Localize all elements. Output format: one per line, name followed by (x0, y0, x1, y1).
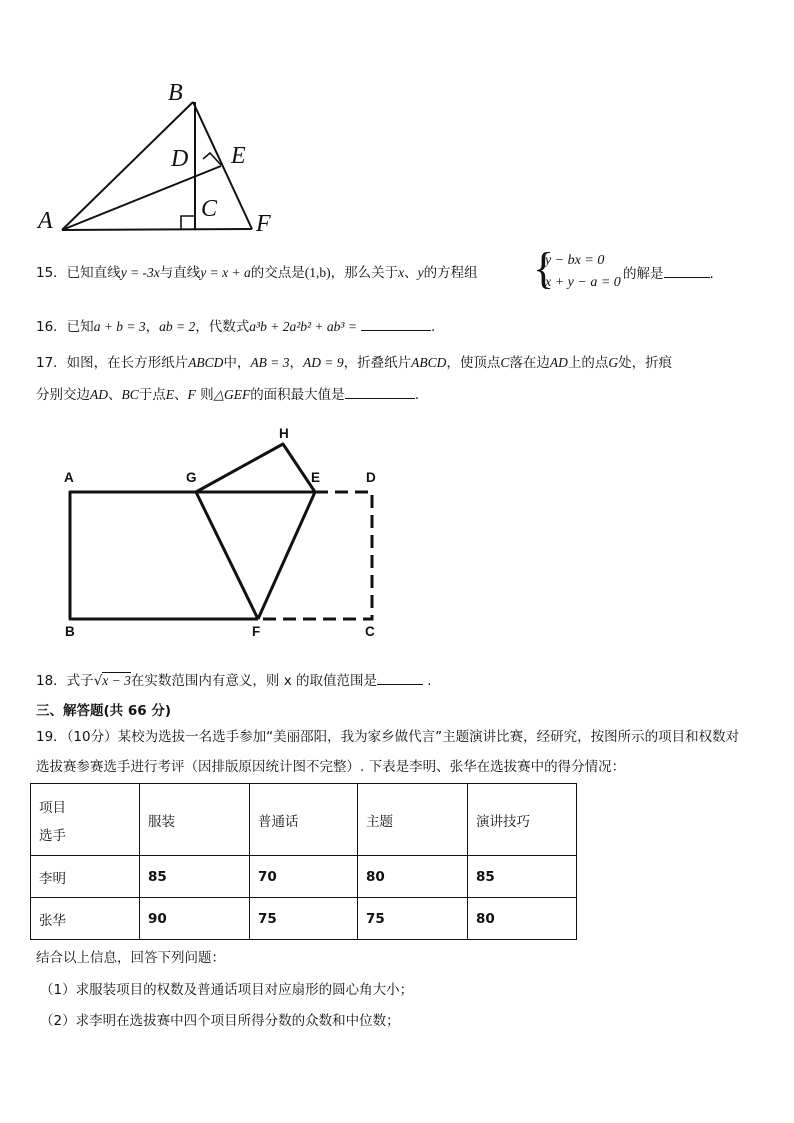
q18-text: . (427, 673, 432, 689)
q16-cond2: ab = 2 (159, 319, 196, 334)
column-header: 演讲技巧 (468, 784, 577, 856)
header-item-label: 项目 (39, 799, 66, 816)
label-d: D (366, 470, 376, 485)
q17-text: 17．如图，在长方形纸片 (36, 355, 189, 371)
score-cell: 85 (140, 856, 250, 898)
answer-blank[interactable] (377, 670, 423, 685)
q16-text: ，代数式 (195, 319, 250, 335)
label-d: D (171, 146, 189, 172)
q17-math: AB = 3 (250, 355, 290, 370)
label-h: H (279, 426, 289, 441)
table-row (31, 898, 577, 940)
q17-math: C (500, 355, 510, 370)
q17-math: AD (549, 355, 568, 370)
label-b: B (168, 80, 183, 106)
player-name: 张华 (31, 898, 140, 940)
label-e: E (231, 143, 246, 169)
label-f: F (256, 211, 271, 237)
q17-text: . (414, 387, 419, 403)
q15-eq2: x + y − a = 0 (545, 275, 621, 290)
rectangle-solid-edges (70, 492, 315, 619)
q17-math: BC (121, 387, 139, 402)
q16-text: 16．已知 (36, 319, 94, 335)
question-18 (36, 670, 432, 691)
label-b: B (65, 624, 75, 639)
label-a: A (64, 470, 74, 485)
q17-text: 分别交边 (36, 387, 90, 403)
segment-gf (196, 492, 258, 619)
rectangle-fold-figure (0, 420, 794, 650)
q17-math: AD = 9 (303, 355, 344, 370)
score-table (30, 783, 577, 940)
q17-text: 、 (174, 387, 188, 403)
score-cell: 75 (250, 898, 358, 940)
header-player-label: 选手 (39, 827, 66, 844)
q17-text: 落在边 (509, 355, 550, 371)
label-e: E (311, 470, 321, 485)
altitude-ae (62, 166, 221, 230)
q15-text: ，那么关于 (330, 265, 399, 281)
q17-text: 的面积最大值是 (250, 387, 345, 403)
player-name: 李明 (31, 856, 140, 898)
q17-text: 上的点 (567, 355, 609, 371)
q17-math: AD (90, 387, 108, 402)
folded-flap-ghe (196, 444, 315, 492)
segment-ef (258, 492, 315, 619)
table-header-row (31, 784, 577, 856)
q17-math: ABCD (411, 355, 447, 370)
score-cell: 90 (140, 898, 250, 940)
q16-expr: a³b + 2a²b² + ab³ = (249, 319, 357, 334)
score-cell: 80 (468, 898, 577, 940)
q17-text: ， (289, 355, 304, 371)
q15-brace: { (533, 244, 555, 293)
label-g: G (186, 470, 197, 485)
question-15 (36, 263, 478, 283)
answer-blank[interactable] (361, 316, 431, 331)
q17-text: ，使顶点 (446, 355, 501, 371)
q15-line1: y = -3x (120, 265, 160, 280)
segment-af (62, 229, 252, 230)
q17-math: ABCD (188, 355, 224, 370)
score-cell: 80 (358, 856, 468, 898)
q17-text: 则 (200, 387, 214, 403)
q15-text: 的方程组 (423, 265, 478, 281)
column-header: 普通话 (250, 784, 358, 856)
question-19-line1: 19．（10分）某校为选拔一名选手参加“美丽邵阳，我为家乡做代言”主题演讲比赛，经研究，按图所示的项目和权数对 (36, 729, 740, 745)
q17-math: △GEF (213, 387, 251, 402)
question-19-prompt: 结合以上信息，回答下列问题： (36, 950, 225, 966)
q17-text: 于点 (138, 387, 166, 403)
label-c: C (201, 196, 218, 222)
label-f: F (252, 624, 261, 639)
q15-text: 15．已知直线 (36, 265, 121, 281)
table-row (31, 856, 577, 898)
section-heading: 三、解答题(共 66 分) (36, 703, 172, 719)
question-19-sub1: （1）求服装项目的权数及普通话项目对应扇形的圆心角大小； (40, 982, 414, 998)
q15-text: . (709, 266, 714, 282)
score-cell: 70 (250, 856, 358, 898)
label-c: C (365, 624, 375, 639)
q17-math: G (608, 355, 619, 370)
q17-text: 中， (223, 355, 251, 371)
q17-math: F (187, 387, 196, 402)
question-19-line2: 选拔赛参赛选手进行考评（因排版原因统计图不完整）. 下表是李明、张华在选拔赛中的得分情况： (36, 759, 626, 775)
sqrt-symbol: √ (93, 673, 103, 689)
q17-text: ，折叠纸片 (343, 355, 412, 371)
question-17-line1 (36, 353, 672, 373)
q17-text: 处，折痕 (618, 355, 673, 371)
q18-radicand: x − 3 (102, 673, 131, 688)
q15-text: 的解是 (623, 266, 664, 282)
q15-answer (623, 263, 714, 284)
rectangle-dashed-edges (258, 492, 372, 619)
column-header: 主题 (358, 784, 468, 856)
label-a: A (38, 208, 53, 234)
q16-cond1: a + b = 3 (93, 319, 146, 334)
question-17-line2 (36, 384, 419, 405)
q18-text: 18．式子 (36, 673, 94, 689)
right-angle-mark-c (181, 216, 195, 230)
q15-var-y: y (417, 265, 424, 280)
q16-text: ， (145, 319, 160, 335)
q15-line2: y = x + a (200, 265, 251, 280)
q17-text: 、 (108, 387, 122, 403)
column-header: 服装 (140, 784, 250, 856)
q15-eq1: y − bx = 0 (545, 253, 605, 268)
q17-math: E (165, 387, 175, 402)
header-diagonal-cell (31, 784, 140, 856)
q15-text: 的交点是 (250, 265, 305, 281)
question-16 (36, 316, 435, 337)
score-cell: 75 (358, 898, 468, 940)
q16-text: . (430, 319, 436, 335)
q15-var-x: x (398, 265, 405, 280)
answer-blank[interactable] (345, 384, 415, 399)
question-19-sub2: （2）求李明在选拔赛中四个项目所得分数的众数和中位数； (40, 1013, 400, 1029)
q18-text: 在实数范围内有意义，则 x 的取值范围是 (130, 673, 377, 689)
q15-point: (1,b) (304, 265, 331, 280)
q15-text: 与直线 (159, 265, 201, 281)
q15-text: 、 (404, 265, 418, 281)
answer-blank[interactable] (664, 263, 710, 278)
triangle-figure (0, 0, 794, 245)
score-cell: 85 (468, 856, 577, 898)
